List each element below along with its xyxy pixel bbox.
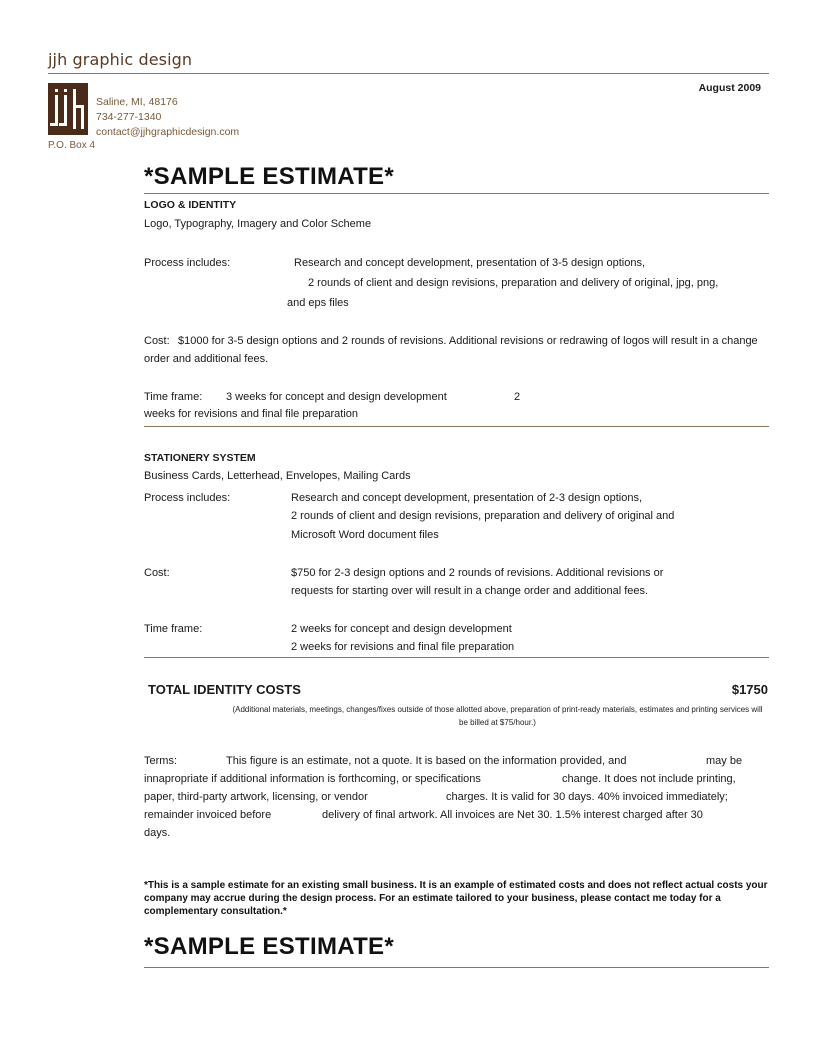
terms-line4: remainder invoiced before bbox=[144, 809, 272, 821]
stationery-cost-label: Cost: bbox=[144, 567, 170, 579]
contact-pobox: P.O. Box 4 bbox=[48, 140, 96, 151]
stationery-process-line3: Microsoft Word document files bbox=[291, 529, 439, 541]
total-label: TOTAL IDENTITY COSTS bbox=[148, 682, 301, 697]
stationery-process-line2: 2 rounds of client and design revisions, preparation and delivery of original and bbox=[291, 510, 675, 522]
brand-name: jjh graphic design bbox=[48, 50, 193, 69]
logo-process-label: Process includes: bbox=[144, 257, 231, 269]
company-logo bbox=[48, 83, 88, 135]
contact-block bbox=[96, 95, 239, 140]
terms-line1b: may be bbox=[706, 755, 743, 767]
stationery-timeframe-line1: 2 weeks for concept and design development bbox=[291, 623, 512, 635]
stationery-timeframe-label: Time frame: bbox=[144, 623, 203, 635]
total-value: $1750 bbox=[731, 682, 768, 697]
logo-timeframe-line1b: 2 bbox=[514, 391, 521, 403]
footer-title: *SAMPLE ESTIMATE* bbox=[144, 933, 395, 960]
logo-identity-subheading: Logo, Typography, Imagery and Color Scheme bbox=[144, 218, 372, 230]
logo-process-line2: 2 rounds of client and design revisions, preparation and delivery of original, jpg, png, bbox=[308, 277, 719, 289]
logo-mark-icon bbox=[48, 83, 88, 135]
logo-timeframe-line2: weeks for revisions and final file preparation bbox=[144, 408, 359, 420]
section-heading-logo-identity: LOGO & IDENTITY bbox=[144, 199, 237, 211]
page-title: *SAMPLE ESTIMATE* bbox=[144, 163, 395, 190]
stationery-timeframe-line2: 2 weeks for revisions and final file preparation bbox=[291, 641, 515, 653]
stationery-process-line1: Research and concept development, presentation of 2-3 design options, bbox=[291, 492, 643, 504]
contact-city: Saline, MI, 48176 bbox=[96, 96, 178, 108]
title-divider bbox=[144, 193, 769, 194]
terms-line2b: change. It does not include printing, bbox=[562, 773, 736, 785]
section-divider-1 bbox=[144, 426, 769, 427]
total-note: (Additional materials, meetings, changes/fixes outside of those allotted above, preparation of print-ready materials, estimates and printing services will be billed at $75/hour.) bbox=[232, 705, 763, 727]
document-date: August 2009 bbox=[698, 82, 761, 94]
disclaimer: *This is a sample estimate for an existing small business. It is an example of estimated costs and does not reflect actual costs your company may accrue during the design process. For an estimate tailored to your business, please contact me today for a complementary consultation.* bbox=[144, 880, 768, 917]
stationery-cost-line2: requests for starting over will result in a change order and additional fees. bbox=[291, 585, 649, 597]
footer-divider bbox=[144, 967, 769, 968]
stationery-process-label: Process includes: bbox=[144, 492, 231, 504]
stationery-subheading: Business Cards, Letterhead, Envelopes, Mailing Cards bbox=[144, 470, 411, 482]
terms-line3b: charges. It is valid for 30 days. 40% invoiced immediately; bbox=[446, 791, 728, 803]
section-heading-stationery: STATIONERY SYSTEM bbox=[144, 452, 256, 464]
terms-line4b: delivery of final artwork. All invoices are Net 30. 1.5% interest charged after 30 bbox=[322, 809, 703, 821]
stationery-cost-line1: $750 for 2-3 design options and 2 rounds of revisions. Additional revisions or bbox=[291, 567, 664, 579]
contact-email[interactable]: contact@jjhgraphicdesign.com bbox=[96, 126, 240, 138]
logo-timeframe-label: Time frame: bbox=[144, 391, 203, 403]
header-divider bbox=[48, 73, 769, 74]
section-divider-2 bbox=[144, 657, 769, 658]
logo-cost-text: $1000 for 3-5 design options and 2 rounds of revisions. Additional revisions or redrawing of logos will result in a change order and additional fees. bbox=[144, 335, 758, 365]
terms-line3: paper, third-party artwork, licensing, or vendor bbox=[144, 791, 368, 803]
terms-label: Terms: bbox=[144, 755, 177, 767]
terms-line5: days. bbox=[144, 827, 171, 839]
terms-line2: innapropriate if additional information is forthcoming, or specifications bbox=[144, 773, 481, 785]
logo-process-line3: and eps files bbox=[287, 297, 349, 309]
terms-line1: This figure is an estimate, not a quote. It is based on the information provided, and bbox=[226, 755, 627, 767]
logo-cost-label: Cost: bbox=[144, 335, 170, 347]
contact-phone: 734-277-1340 bbox=[96, 111, 162, 123]
logo-timeframe-line1: 3 weeks for concept and design development bbox=[226, 391, 447, 403]
logo-process-line1: Research and concept development, presentation of 3-5 design options, bbox=[294, 257, 646, 269]
